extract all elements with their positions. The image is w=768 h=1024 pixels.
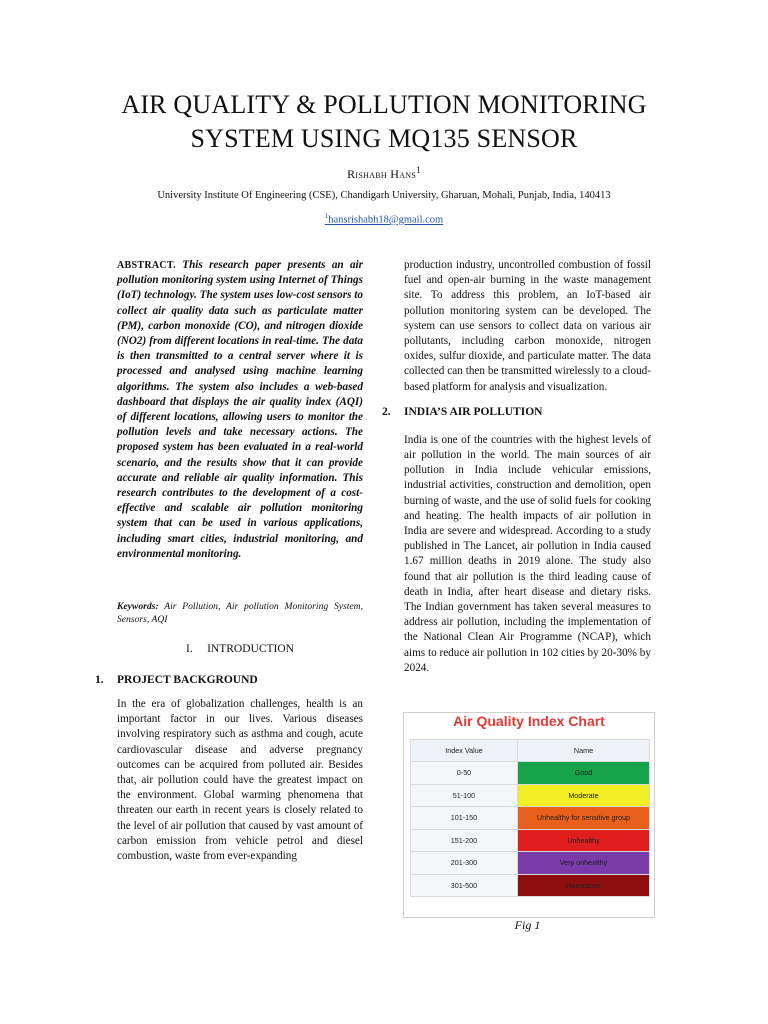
- left-column: [95, 258, 364, 864]
- affiliation: University Institute Of Engineering (CSE), Chandigarh University, Gharuan, Mohali, Punjab, India, 140413: [157, 190, 611, 201]
- aqi-index-cell: 151-200: [411, 829, 518, 852]
- keywords-text: Air Pollution, Air pollution Monitoring System, Sensors, AQI: [117, 601, 363, 626]
- table-row: [411, 874, 650, 897]
- table-row: [411, 784, 650, 807]
- aqi-index-cell: 0-50: [411, 762, 518, 785]
- author-line: [0, 165, 768, 182]
- heading-number: 2.: [382, 405, 391, 418]
- title-line-1: AIR QUALITY & POLLUTION MONITORING: [121, 90, 647, 119]
- section-roman-numeral: I.: [186, 643, 193, 656]
- abstract: [117, 258, 363, 562]
- table-row: [411, 829, 650, 852]
- heading-title: INDIA’S AIR POLLUTION: [404, 405, 543, 418]
- paper-title: [60, 88, 708, 156]
- aqi-table: [410, 739, 650, 897]
- email-address: hansrishabh18@gmail.com: [328, 214, 444, 226]
- heading-title: PROJECT BACKGROUND: [117, 674, 258, 687]
- aqi-category-cell: Moderate: [518, 784, 650, 807]
- heading-india-air-pollution: [382, 406, 651, 418]
- email-link[interactable]: [0, 212, 768, 226]
- title-line-2: SYSTEM USING MQ135 SENSOR: [190, 124, 578, 153]
- india-paragraph: India is one of the countries with the highest levels of air pollution in the world. The main sources of air pollution in India include vehicular emissions, industrial activities, construction and demolition, open burning of waste, and the use of solid fuels for cooking and heating. The health impacts of air pollution in India are severe and widespread. According to a study published in The Lancet, air pollution in India caused 1.67 million deaths in 2019 alone. The study also found that air pollution is the third leading cause of death in India, after heart disease and dietary risks. The Indian government has taken several measures to address air pollution, including the implementation of the National Clean Air Programme (NCAP), which aims to reduce air pollution in 102 cities by 20-30% by 2024.: [404, 433, 652, 674]
- table-body: [411, 762, 650, 897]
- abstract-text: This research paper presents an air pollution monitoring system using Internet of Things (IoT) technology. The system uses low-cost sensors to collect air quality data such as particulate matter (PM), carbon monoxide (CO), and nitrogen dioxide (NO2) from different locations in real-time. The data is then transmitted to a central server where it is processed and analysed using machine learning algorithms. The system also includes a web-based dashboard that displays the air quality index (AQI) of different locations, allowing users to monitor the pollution levels and take necessary actions. The proposed system has been evaluated in a real-world scenario, and the results show that it can provide accurate and reliable air quality information. This research contributes to the development of a cost-effective and scalable air pollution monitoring system that can be used in various applications, including smart cities, industrial monitoring, and environmental monitoring.: [117, 259, 364, 560]
- chart-title: Air Quality Index Chart: [453, 713, 605, 729]
- aqi-category-cell: Good: [518, 762, 650, 785]
- continuation-paragraph: production industry, uncontrolled combustion of fossil fuel and open-air burning in the waste management site. To address this problem, an IoT-based air pollution monitoring system can be developed. The system can use sensors to collect data on various air pollutants, including carbon monoxide, nitrogen oxides, sulfur dioxide, and particulate matter. The data collected can then be transmitted wirelessly to a cloud-based platform for analysis and visualization.: [404, 259, 651, 393]
- heading-project-background: [95, 674, 363, 686]
- keywords-label: Keywords:: [117, 601, 159, 613]
- table-row: [411, 852, 650, 875]
- keywords: [117, 600, 363, 626]
- section-heading-introduction: [117, 643, 363, 655]
- abstract-label: ABSTRACT.: [117, 260, 176, 271]
- author-name: Rishabh Hans: [347, 167, 417, 181]
- aqi-index-cell: 51-100: [411, 784, 518, 807]
- aqi-category-cell: Very unhealthy: [518, 852, 650, 875]
- table-row: [411, 762, 650, 785]
- aqi-index-cell: 301-500: [411, 874, 518, 897]
- background-paragraph: In the era of globalization challenges, health is an important factor in our lives. Various diseases involving respiratory such as asthma and cough, acute cardiovascular disease and adverse pregnancy outcomes can be acquired from polluted air. Besides that, air pollution could have the greatest impact on the environment. Global warming phenomena that threaten our earth in recent years is closely related to the level of air pollution that caused by vast amount of carbon emission from vehicle petrol and diesel combustion, waste from ever-expanding: [117, 698, 363, 863]
- email-superscript: 1: [324, 212, 329, 220]
- author-superscript: 1: [416, 165, 421, 175]
- table-header-row: [411, 740, 650, 762]
- aqi-category-cell: Unhealthy for sensitive group: [518, 807, 650, 830]
- aqi-category-cell: Unhealthy: [518, 829, 650, 852]
- table-row: [411, 807, 650, 830]
- heading-number: 1.: [95, 674, 104, 687]
- aqi-index-cell: 101-150: [411, 807, 518, 830]
- column-header-name: Name: [518, 740, 650, 762]
- figure-caption: Fig 1: [514, 918, 541, 932]
- right-column: [382, 258, 652, 676]
- aqi-index-cell: 201-300: [411, 852, 518, 875]
- aqi-category-cell: Hazardous: [518, 874, 650, 897]
- aqi-chart: [403, 712, 655, 918]
- section-title: INTRODUCTION: [207, 643, 294, 656]
- column-header-index: Index Value: [411, 740, 518, 762]
